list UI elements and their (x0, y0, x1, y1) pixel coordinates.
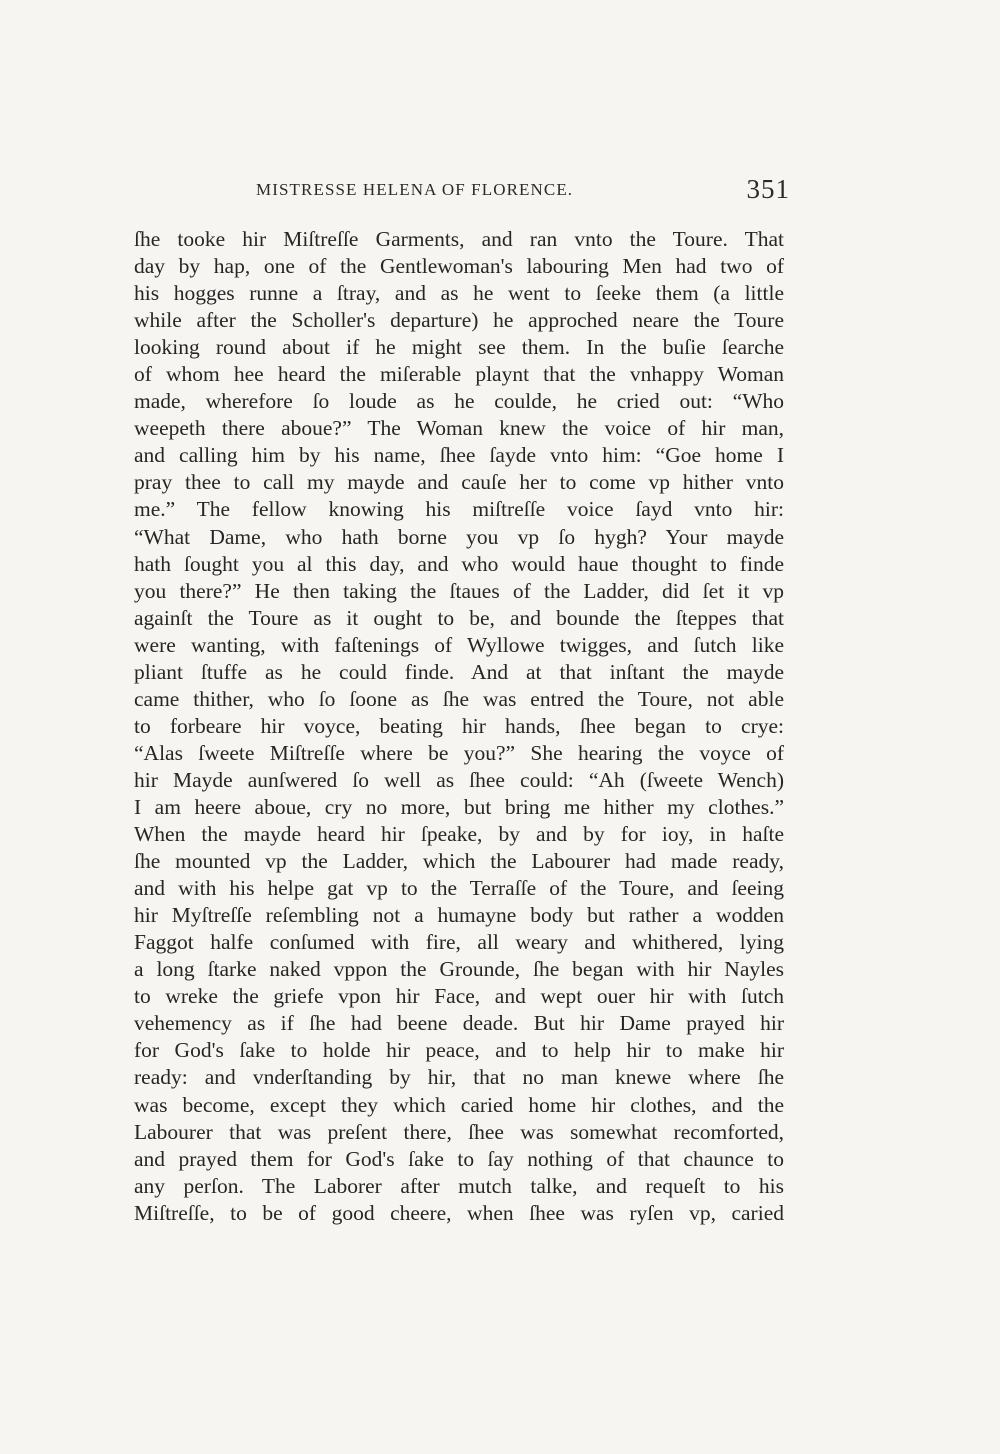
body-text (134, 226, 784, 1227)
text-line: “Alas ſweete Miſtreſſe where be you?” She hearing the voyce of (134, 740, 784, 765)
text-line: “What Dame, who hath borne you vp ſo hygh? Your mayde (134, 524, 784, 549)
text-line: to forbeare hir voyce, beating hir hands, ſhee began to crye: (134, 713, 784, 738)
text-line: When the mayde heard hir ſpeake, by and by for ioy, in haſte (134, 822, 784, 847)
text-line: pray thee to call my mayde and cauſe her to come vp hither vnto (134, 470, 784, 495)
running-title: MISTRESSE HELENA OF FLORENCE. (256, 180, 574, 199)
text-line: a long ſtarke naked vppon the Grounde, ſhe began with hir Nayles (134, 957, 784, 982)
text-line: was become, except they which caried home hir clothes, and the (134, 1092, 784, 1117)
text-line: day by hap, one of the Gentlewoman's labouring Men had two of (134, 254, 784, 279)
text-line: and with his helpe gat vp to the Terraſſe of the Toure, and ſeeing (134, 876, 784, 901)
text-line: and prayed them for God's ſake to ſay nothing of that chaunce to (134, 1146, 784, 1171)
text-line: me.” The fellow knowing his miſtreſſe voice ſayd vnto hir: (134, 497, 784, 522)
text-line: you there?” He then taking the ſtaues of the Ladder, did ſet it vp (134, 578, 784, 603)
text-line: hir Myſtreſſe reſembling not a humayne body but rather a wodden (134, 903, 784, 928)
text-line: ſhe mounted vp the Ladder, which the Labourer had made ready, (134, 849, 784, 874)
text-line: ready: and vnderſtanding by hir, that no man knewe where ſhe (134, 1065, 784, 1090)
text-line: hir Mayde aunſwered ſo well as ſhee could: “Ah (ſweete Wench) (134, 767, 784, 792)
text-line: any perſon. The Laborer after mutch talke, and requeſt to his (134, 1173, 784, 1198)
text-line: and calling him by his name, ſhee ſayde vnto him: “Goe home I (134, 443, 784, 468)
page-number: 351 (746, 174, 790, 204)
text-line: were wanting, with faſtenings of Wyllowe twigges, and ſutch like (134, 632, 784, 657)
text-line: of whom hee heard the miſerable playnt that the vnhappy Woman (134, 362, 784, 387)
text-line: for God's ſake to holde hir peace, and to help hir to make hir (134, 1038, 784, 1063)
text-line: to wreke the griefe vpon hir Face, and wept ouer hir with ſutch (134, 984, 784, 1009)
text-line: againſt the Toure as it ought to be, and bounde the ſteppes that (134, 605, 784, 630)
text-line: came thither, who ſo ſoone as ſhe was entred the Toure, not able (134, 686, 784, 711)
text-line: his hogges runne a ſtray, and as he went to ſeeke them (a little (134, 281, 784, 306)
text-line: vehemency as if ſhe had beene deade. But hir Dame prayed hir (134, 1011, 784, 1036)
text-line: I am heere aboue, cry no more, but bring me hither my clothes.” (134, 794, 784, 819)
text-line: Faggot halfe conſumed with fire, all weary and whithered, lying (134, 930, 784, 955)
text-line: Miſtreſſe, to be of good cheere, when ſhee was ryſen vp, caried (134, 1200, 784, 1225)
text-line: ſhe tooke hir Miſtreſſe Garments, and ran vnto the Toure. That (134, 227, 784, 251)
running-head (256, 174, 790, 212)
text-line: Labourer that was preſent there, ſhee was somewhat recomforted, (134, 1119, 784, 1144)
text-line: hath ſought you al this day, and who would haue thought to finde (134, 551, 784, 576)
text-line: made, wherefore ſo loude as he coulde, he cried out: “Who (134, 389, 784, 414)
text-line: while after the Scholler's departure) he approched neare the Toure (134, 308, 784, 333)
text-line: weepeth there aboue?” The Woman knew the voice of hir man, (134, 416, 784, 441)
text-line: pliant ſtuffe as he could finde. And at that inſtant the mayde (134, 659, 784, 684)
text-line: looking round about if he might see them. In the buſie ſearche (134, 335, 784, 360)
